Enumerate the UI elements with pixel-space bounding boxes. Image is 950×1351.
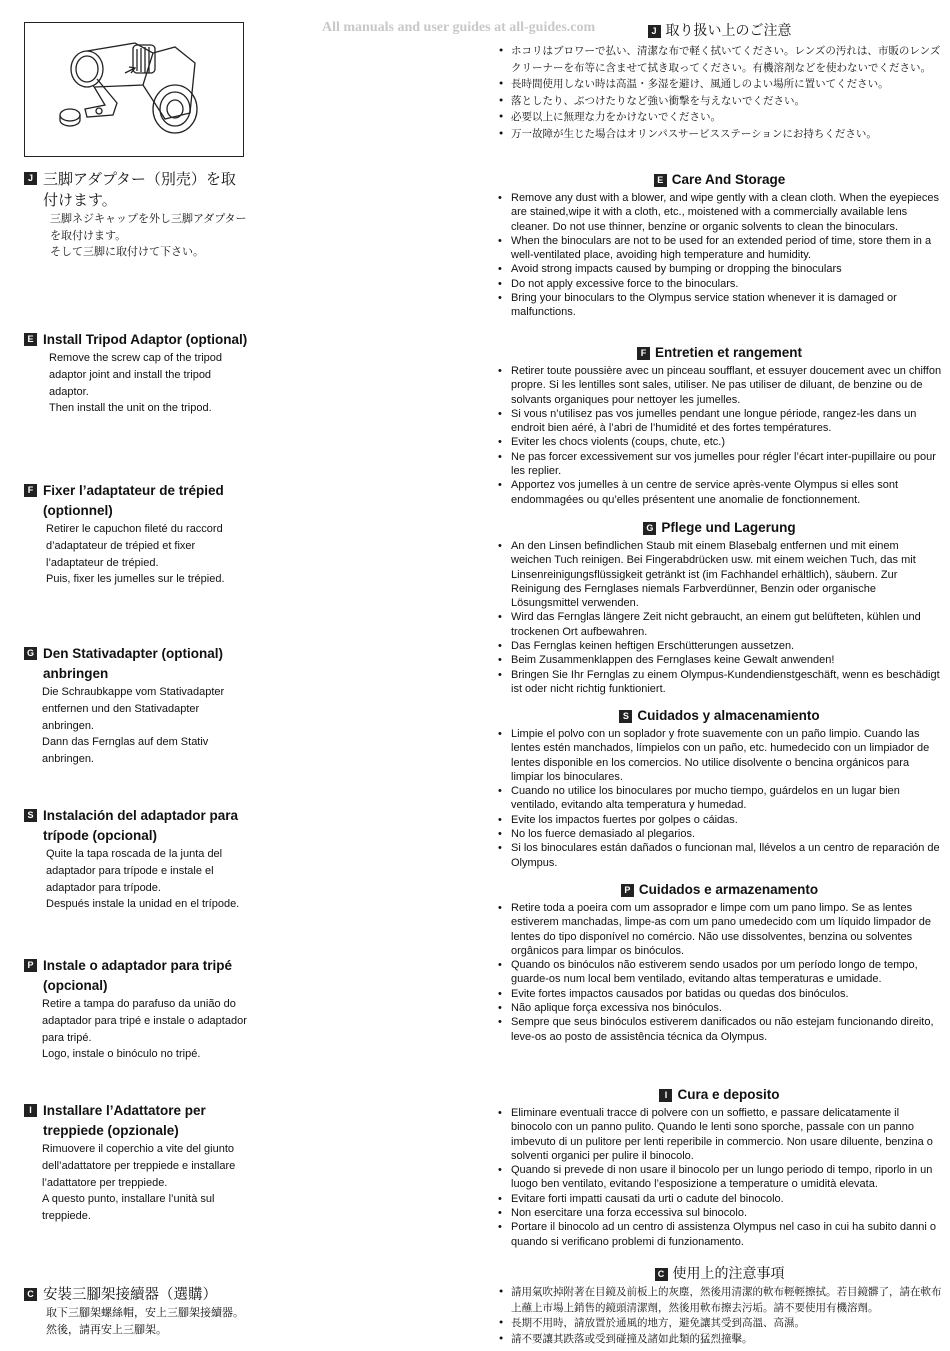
care-title: 使用上的注意事項 (672, 1266, 785, 1282)
care-title: Entretien et rangement (654, 345, 803, 360)
section-de-tripod (24, 644, 249, 768)
section-zh-tripod (24, 1285, 249, 1338)
care-item: • Si vous n’utilisez pas vos jumelles pendant une longue période, rangez-les dans un endroit bien aéré, à l’abri de l’humidité et des fortes températures. (497, 407, 942, 436)
badge-f: F (637, 347, 650, 360)
care-item: • Evite fortes impactos causados por batidas ou quedas dos binóculos. (497, 987, 942, 1001)
badge-c: C (655, 1268, 668, 1281)
care-item: • Bringen Sie Ihr Fernglas zu einem Olympus-Kundendienstgeschäft, wenn es beschädigt ist oder nicht richtig funktioniert. (497, 668, 942, 697)
care-en (497, 171, 942, 320)
care-item: • 必要以上に無理な力をかけないでください。 (497, 109, 942, 126)
care-item: • Quando si prevede di non usare il binocolo per un lungo periodo di tempo, riporlo in un luogo ben ventilato, evitando l’esposizione a temperature o umidità elevata. (497, 1163, 942, 1192)
care-item: • Retirer toute poussière avec un pinceau soufflant, et essuyer doucement avec un chiffon propre. Si les lentilles sont sales, utiliser. Ne pas utiliser de diluant, de benzine ou de solvants organiques pour nettoyer les jumelles. (497, 364, 942, 407)
section-text: Dann das Fernglas auf dem Stativ anbringen. (42, 736, 209, 766)
care-item: • Wird das Fernglas längere Zeit nicht gebraucht, an einem gut belüfteten, kühlen und trockenen Ort aufbewahren. (497, 610, 942, 639)
section-text: 取下三腳架螺絲帽，安上三腳架接續器。然後，請再安上三腳架。 (46, 1306, 244, 1336)
care-item: • 長時間使用しない時は高温・多湿を避け、風通しのよい場所に置いてください。 (497, 76, 942, 93)
section-title: Fixer l’adaptateur de trépied (optionnel) (43, 483, 224, 518)
section-title: Installare l’Adattatore per treppiede (opzionale) (43, 1103, 206, 1138)
care-item: • Si los binoculares están dañados o funcionan mal, llévelos a un centro de reparación de Olympus. (497, 841, 942, 870)
badge-s: S (619, 710, 632, 723)
care-item: • Remove any dust with a blower, and wipe gently with a clean cloth. When the eyepieces are stained,wipe it with a cloth, etc., moistened with a commercially available lens cleaner. Do not use thinner, benzine or organic solvents to clean the binoculars. (497, 191, 942, 234)
care-item: • Avoid strong impacts caused by bumping or dropping the binoculars (497, 262, 942, 276)
care-zh (497, 1265, 942, 1347)
care-title: Cuidados y almacenamiento (637, 708, 820, 723)
care-title: Pflege und Lagerung (661, 520, 796, 535)
care-item: • 請用氣吹掉附著在目鏡及前板上的灰塵，然後用清潔的軟布輕輕擦拭。若目鏡髒了，請在軟布上蘸上市場上銷售的鏡頭清潔劑，然後用軟布擦去污垢。請不要使用有機溶劑。 (497, 1285, 942, 1316)
badge-i: I (659, 1089, 672, 1102)
care-de (497, 519, 942, 696)
section-text: Logo, instale o binóculo no tripé. (42, 1048, 201, 1061)
section-title: Instale o adaptador para tripé (opcional) (43, 958, 233, 993)
care-item: • Das Fernglas keinen heftigen Erschütterungen aussetzen. (497, 639, 942, 653)
section-text: Die Schraubkappe vom Stativadapter entfernen und den Stativadapter anbringen. (42, 686, 225, 732)
care-item: • Não aplique força excessiva nos binóculos. (497, 1001, 942, 1015)
section-title: 三脚アダプター（別売）を取付けます。 (43, 170, 236, 209)
care-item: • Evite los impactos fuertes por golpes o cáidas. (497, 813, 942, 827)
section-es-tripod (24, 806, 249, 913)
section-text: Quite la tapa roscada de la junta del adaptador para trípode e instale el adaptador para trípode. (46, 848, 223, 894)
care-item: • Retire toda a poeira com um assoprador e limpe com um pano limpo. Se as lentes estiverem manchadas, limpe-as com um pano umedecido com um líquido limpador de lentes do tipo disponível no comércio. Não use dissolventes, benzina ou solventes orgânicos para limpar os binóculos. (497, 901, 942, 958)
care-item: • Eliminare eventuali tracce di polvere con un soffietto, e passare delicatamente il binocolo con un panno pulito. Quando le lenti sono sporche, passale con un panno imbevuto di un pulitore per lenti reperibile in commercio. Non usare diluente, benzina o solventi organici per pulire il binocolo. (497, 1106, 942, 1163)
care-title: Cuidados e armazenamento (638, 882, 819, 897)
section-text: Rimuovere il coperchio a vite del giunto dell’adattatore per treppiede e installare l’adattatore per treppiede. (42, 1143, 236, 1189)
section-title: Instalación del adaptador para trípode (opcional) (43, 808, 239, 843)
care-title: Care And Storage (671, 172, 786, 187)
section-text: Remove the screw cap of the tripod adaptor joint and install the tripod adaptor. (49, 352, 223, 398)
care-item: • Eviter les chocs violents (coups, chute, etc.) (497, 435, 942, 449)
badge-e: E (654, 174, 667, 187)
section-text: そして三脚に取付けて下さい。 (50, 245, 204, 258)
section-text: Retire a tampa do parafuso da união do adaptador para tripé e instale o adaptador para tripé. (42, 998, 247, 1044)
care-item: • 落としたり、ぶつけたりなど強い衝撃を与えないでください。 (497, 93, 942, 110)
section-title: 安裝三腳架接續器（選購） (43, 1287, 217, 1303)
badge-p: P (24, 959, 37, 972)
care-item: • Bring your binoculars to the Olympus service station whenever it is damaged or malfunctions. (497, 291, 942, 320)
care-item: • Non esercitare una forza eccessiva sul binocolo. (497, 1206, 942, 1220)
binoculars-tripod-illustration (24, 22, 244, 157)
section-text: Then install the unit on the tripod. (49, 402, 212, 415)
care-item: • ホコリはブロワーで払い、清潔な布で軽く拭いてください。レンズの汚れは、市販のレンズクリーナーを布等に含ませて拭き取ってください。有機溶剤などを使わないでください。 (497, 43, 942, 76)
badge-s: S (24, 809, 37, 822)
section-text: 三脚ネジキャップを外し三脚アダプターを取付けます。 (50, 212, 247, 242)
section-text: A questo punto, installare l’unità sul treppiede. (42, 1193, 215, 1223)
care-item: • No los fuerce demasiado al plegarios. (497, 827, 942, 841)
section-fr-tripod (24, 481, 249, 588)
care-item: • Portare il binocolo ad un centro di assistenza Olympus nel caso in cui ha subito danni o quando si verificano problemi di funzionamento. (497, 1220, 942, 1249)
care-jp (497, 22, 942, 142)
care-item: • Beim Zusammenklappen des Fernglases keine Gewalt anwenden! (497, 653, 942, 667)
care-title: 取り扱い上のご注意 (665, 23, 792, 39)
section-pt-tripod (24, 956, 249, 1063)
section-jp-tripod (24, 169, 249, 261)
care-item: • Ne pas forcer excessivement sur vos jumelles pour régler l’écart inter-pupillaire ou pour les replier. (497, 450, 942, 479)
care-pt (497, 881, 942, 1044)
watermark: All manuals and user guides at all-guides.com (322, 20, 596, 35)
badge-p: P (621, 884, 634, 897)
care-item: • Limpie el polvo con un soplador y frote suavemente con un paño limpio. Cuando las lentes estén manchados, límpielos con un paño, etc. humedecido con un limpiador de lentes disponible en los comercios. No utilice disolvente o bencina orgánicos para limpiar los binoculares. (497, 727, 942, 784)
care-item: • Cuando no utilice los binoculares por mucho tiempo, guárdelos en un lugar bien ventilado, evitando alta temperatura y humedad. (497, 784, 942, 813)
badge-j: J (24, 172, 37, 185)
care-item: • An den Linsen befindlichen Staub mit einem Blasebalg entfernen und mit einem weichen Tuch reinigen. Bei Fingerabdrücken usw. mit einem weichen Tuch, das mit Linsenreinigungsflüssigkeit getränkt ist (im Fachhandel erhältlich), säubern. Zur Reinigung des Fernglases niemals Farbverdünner, Benzin oder organische Lösungsmittel verwenden. (497, 539, 942, 610)
care-fr (497, 344, 942, 507)
care-item: • 長期不用時，請放置於通風的地方，避免讓其受到高溫、高濕。 (497, 1316, 942, 1332)
section-title: Den Stativadapter (optional) anbringen (43, 646, 224, 681)
care-item: • Evitare forti impatti causati da urti o cadute del binocolo. (497, 1192, 942, 1206)
section-text: Después instale la unidad en el trípode. (46, 898, 240, 911)
care-item: • Quando os binóculos não estiverem sendo usados por um período longo de tempo, guarde-os num local bem ventilado, evitando altas temperaturas e umidade. (497, 958, 942, 987)
care-item: • When the binoculars are not to be used for an extended period of time, store them in a well-ventilated place, avoiding high temperature and humidity. (497, 234, 942, 263)
section-en-tripod (24, 330, 249, 417)
badge-c: C (24, 1288, 37, 1301)
badge-j: J (648, 25, 661, 38)
badge-g: G (643, 522, 656, 535)
section-title: Install Tripod Adaptor (optional) (43, 332, 248, 347)
care-es (497, 707, 942, 870)
care-item: • Do not apply excessive force to the binoculars. (497, 277, 942, 291)
badge-i: I (24, 1104, 37, 1117)
care-item: • 万一故障が生じた場合はオリンパスサービスステーションにお持ちください。 (497, 126, 942, 143)
section-it-tripod (24, 1101, 249, 1225)
care-item: • Sempre que seus binóculos estiverem danificados ou não estejam funcionando direito, leve-os ao posto de assistência técnica da Olympus. (497, 1015, 942, 1044)
badge-e: E (24, 333, 37, 346)
badge-f: F (24, 484, 37, 497)
section-text: Retirer le capuchon fileté du raccord d’adaptateur de trépied et fixer l’adaptateur de trépied. (46, 523, 223, 569)
badge-g: G (24, 647, 37, 660)
care-item: • Apportez vos jumelles à un centre de service après-vente Olympus si elles sont endommagées ou qu’elles présentent une anomalie de fonctionnement. (497, 478, 942, 507)
section-text: Puis, fixer les jumelles sur le trépied. (46, 573, 225, 586)
care-item: • 請不要讓其跌落或受到碰撞及諸如此類的猛烈撞擊。 (497, 1332, 942, 1348)
care-title: Cura e deposito (677, 1087, 780, 1102)
care-it (497, 1086, 942, 1249)
